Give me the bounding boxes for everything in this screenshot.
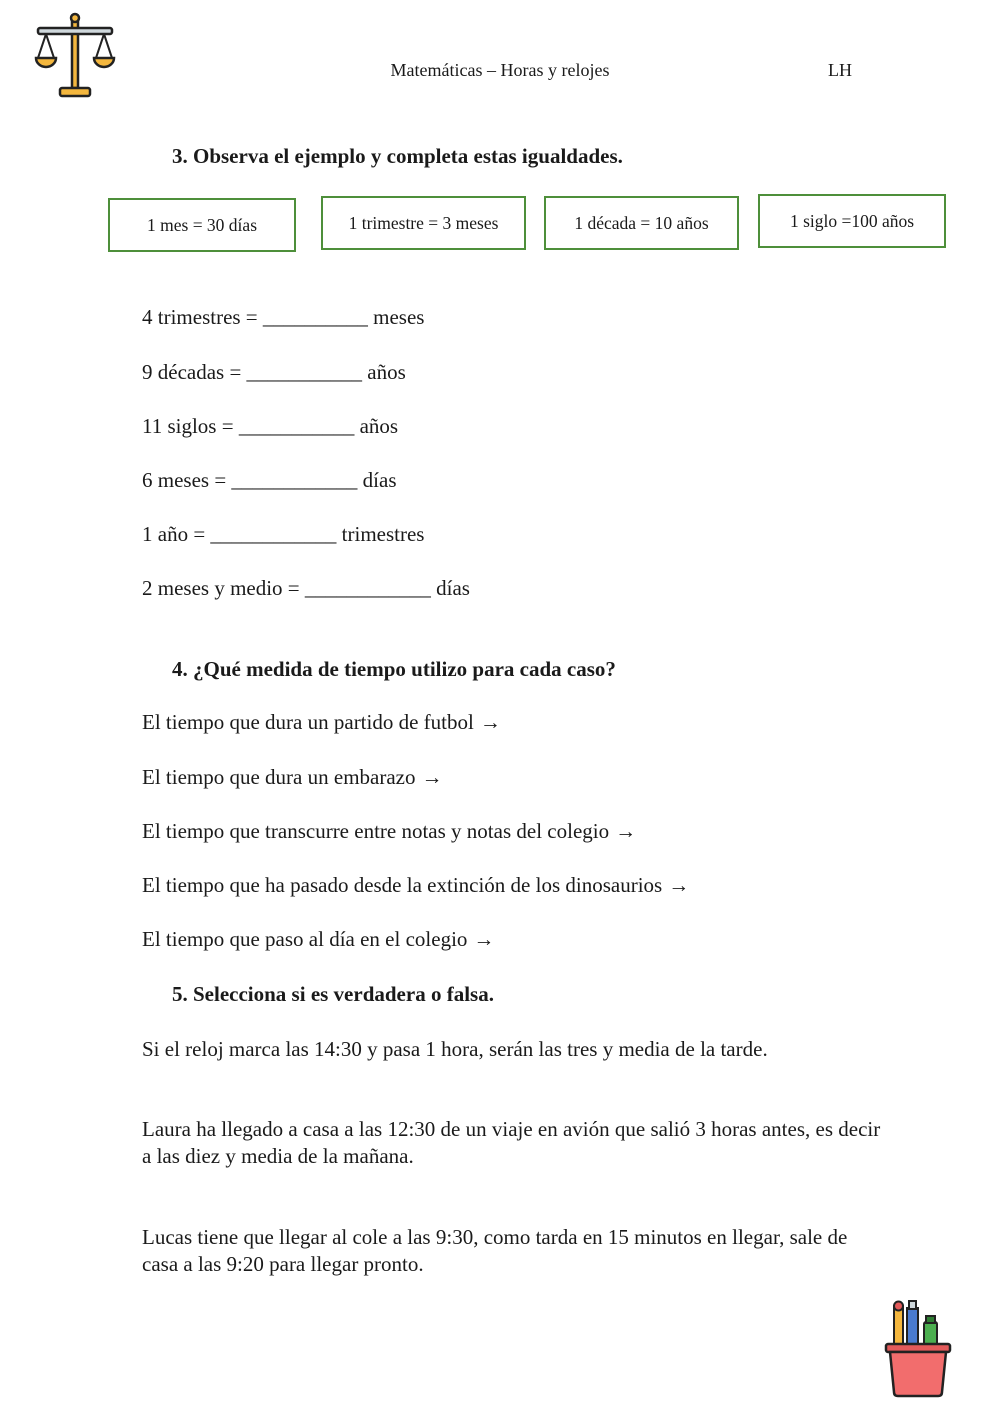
statement-paragraph: Si el reloj marca las 14:30 y pasa 1 hora, serán las tres y media de la tarde.	[142, 1037, 768, 1061]
question-item	[142, 873, 689, 898]
question-item-text: El tiempo que transcurre entre notas y notas del colegio	[142, 819, 610, 843]
pencil-cup-icon	[882, 1298, 954, 1398]
example-box-month	[108, 198, 296, 252]
scales-of-justice-icon	[32, 12, 118, 102]
page-header-title: Matemáticas – Horas y relojes	[390, 60, 610, 80]
exercise-line: 6 meses = ____________ días	[142, 468, 397, 492]
example-box-text: 1 mes = 30 días	[147, 214, 257, 235]
arrow-right-icon: →	[479, 710, 501, 734]
section-4-heading: 4. ¿Qué medida de tiempo utilizo para cada caso?	[172, 657, 616, 681]
example-box-decade	[544, 196, 739, 250]
example-box-text: 1 siglo =100 años	[789, 210, 915, 231]
question-item-text: El tiempo que ha pasado desde la extinción de los dinosaurios	[142, 873, 663, 897]
page-header-code: LH	[828, 60, 852, 80]
example-box-trimester	[321, 196, 526, 250]
arrow-right-icon: →	[421, 765, 443, 789]
arrow-right-icon: →	[473, 927, 495, 951]
section-5-heading: 5. Selecciona si es verdadera o falsa.	[172, 982, 494, 1006]
example-box-text: 1 trimestre = 3 meses	[348, 212, 499, 233]
exercise-line: 2 meses y medio = ____________ días	[142, 576, 470, 600]
arrow-right-icon: →	[668, 873, 690, 897]
question-item	[142, 765, 442, 790]
example-box-century	[758, 194, 946, 248]
section-3-heading: 3. Observa el ejemplo y completa estas igualdades.	[172, 144, 623, 168]
arrow-right-icon: →	[615, 819, 637, 843]
exercise-line: 11 siglos = ___________ años	[142, 414, 399, 438]
question-item-text: El tiempo que paso al día en el colegio	[142, 927, 468, 951]
exercise-line: 1 año = ____________ trimestres	[142, 522, 425, 546]
example-box-text: 1 década = 10 años	[574, 212, 709, 233]
question-item	[142, 710, 501, 735]
exercise-line: 4 trimestres = __________ meses	[142, 305, 425, 329]
statement-paragraph: Lucas tiene que llegar al cole a las 9:30, como tarda en 15 minutos en llegar, sale de casa a las 9:20 para llegar pronto.	[142, 1225, 848, 1276]
statement-paragraph: Laura ha llegado a casa a las 12:30 de un viaje en avión que salió 3 horas antes, es decir a las diez y media de la mañana.	[142, 1117, 881, 1168]
exercise-line: 9 décadas = ___________ años	[142, 360, 406, 384]
question-item	[142, 927, 494, 952]
question-item-text: El tiempo que dura un partido de futbol	[142, 710, 474, 734]
question-item-text: El tiempo que dura un embarazo	[142, 765, 416, 789]
question-item	[142, 819, 636, 844]
